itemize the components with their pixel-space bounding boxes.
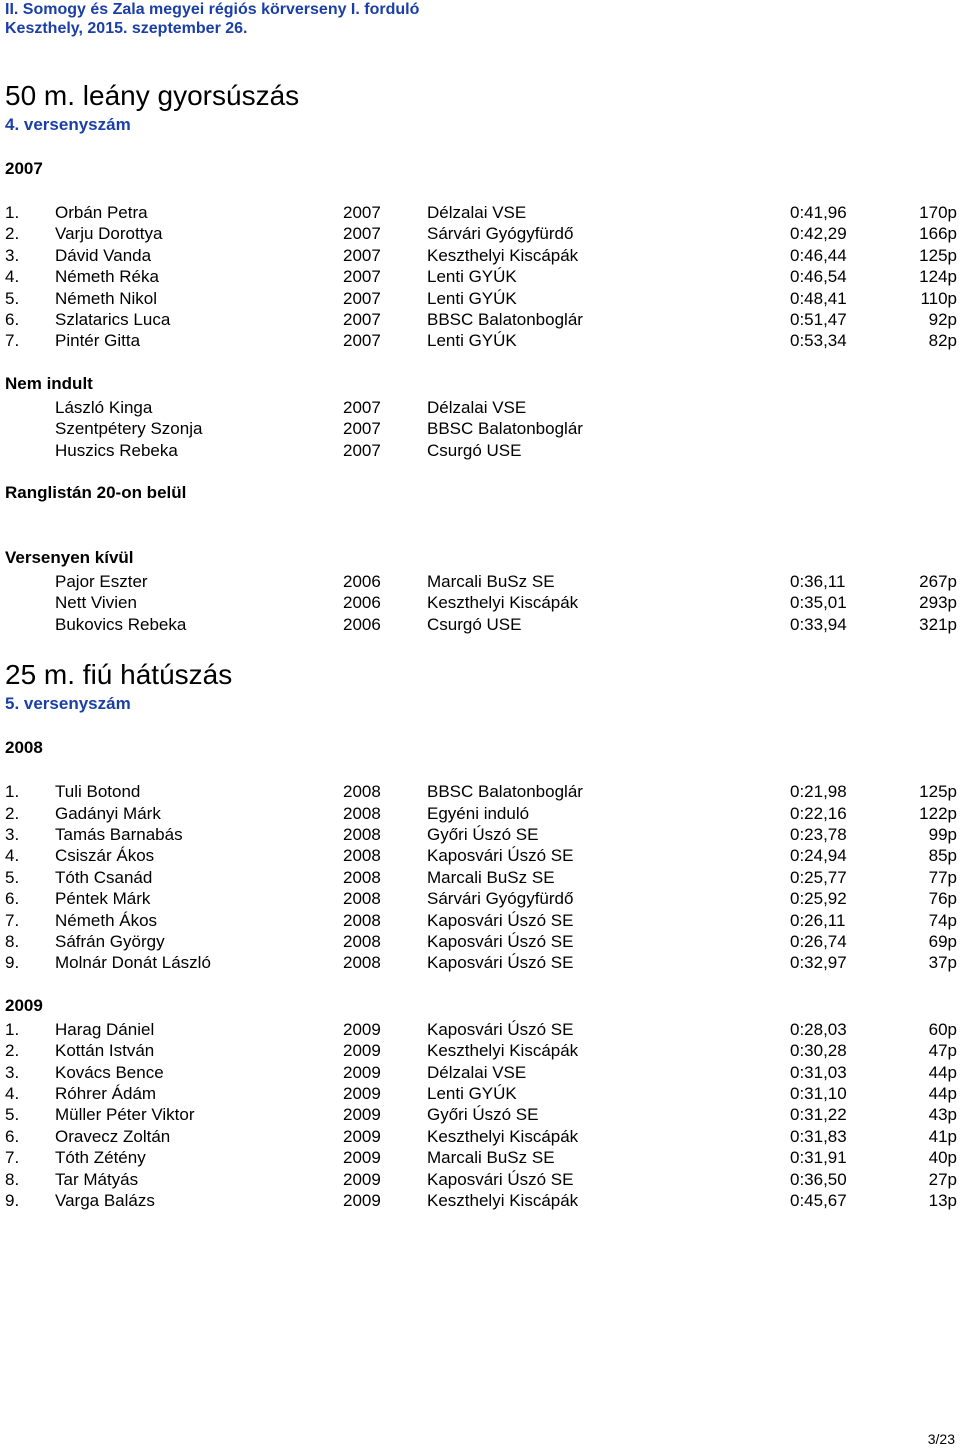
points-cell: 125p: [919, 245, 957, 265]
club-cell: Lenti GYÚK: [427, 331, 517, 351]
points-cell: 85p: [928, 846, 957, 866]
result-row: [0, 330, 960, 351]
time-cell: 0:32,97: [790, 953, 847, 973]
name-cell: Nett Vivien: [55, 593, 137, 613]
name-cell: Harag Dániel: [55, 1019, 155, 1039]
year-cell: 2008: [343, 867, 381, 887]
name-cell: Sáfrán György: [55, 932, 165, 951]
name-cell: Róhrer Ádám: [55, 1084, 157, 1103]
rank-cell: 5.: [5, 1105, 20, 1125]
name-cell: Németh Nikol: [55, 288, 158, 308]
section-heading: Ranglistán 20-on belül: [5, 483, 187, 502]
rank-cell: 8.: [5, 1169, 20, 1189]
year-cell: 2007: [343, 245, 381, 265]
result-row: [0, 1040, 960, 1061]
name-cell: Huszics Rebeka: [55, 440, 178, 460]
rank-cell: 7.: [5, 910, 20, 930]
result-row: [0, 309, 960, 330]
rank-cell: 2.: [5, 1041, 20, 1061]
time-cell: 0:33,94: [790, 614, 847, 634]
rank-cell: 1.: [5, 1019, 20, 1039]
result-row: [0, 397, 960, 418]
time-cell: 0:51,47: [790, 310, 847, 329]
points-cell: 321p: [919, 614, 957, 634]
rank-cell: 2.: [5, 803, 20, 823]
rank-cell: 8.: [5, 932, 20, 951]
year-cell: 2008: [343, 910, 381, 930]
result-row: [0, 867, 960, 888]
rank-cell: 7.: [5, 1148, 20, 1168]
name-cell: Péntek Márk: [55, 889, 151, 909]
club-cell: Marcali BuSz SE: [427, 572, 555, 591]
result-row: [0, 223, 960, 244]
year-cell: 2006: [343, 593, 381, 613]
year-cell: 2009: [343, 1191, 381, 1210]
result-row: [0, 1126, 960, 1147]
club-cell: Egyéni induló: [427, 803, 530, 823]
rank-cell: 9.: [5, 1191, 20, 1210]
name-cell: Szentpétery Szonja: [55, 419, 203, 439]
club-cell: Délzalai VSE: [427, 397, 527, 417]
result-row: [0, 202, 960, 223]
year-cell: 2009: [343, 1019, 381, 1039]
points-cell: 27p: [928, 1169, 957, 1189]
result-row: [0, 1019, 960, 1040]
year-cell: 2009: [343, 1041, 381, 1061]
event-number: 5. versenyszám: [5, 694, 131, 714]
competition-place-date: Keszthely, 2015. szeptember 26.: [5, 20, 248, 37]
rank-cell: 5.: [5, 867, 20, 887]
result-row: [0, 592, 960, 613]
name-cell: Varju Dorottya: [55, 224, 163, 244]
club-cell: Keszthelyi Kiscápák: [427, 1191, 579, 1210]
year-cell: 2006: [343, 572, 381, 591]
rank-cell: 6.: [5, 310, 20, 329]
points-cell: 267p: [919, 572, 957, 591]
name-cell: Tar Mátyás: [55, 1169, 139, 1189]
section-heading: Versenyen kívül: [5, 548, 134, 567]
year-cell: 2008: [343, 803, 381, 823]
time-cell: 0:45,67: [790, 1191, 847, 1210]
points-cell: 170p: [919, 203, 957, 222]
club-cell: Keszthelyi Kiscápák: [427, 593, 579, 613]
year-cell: 2007: [343, 288, 381, 308]
points-cell: 124p: [919, 267, 957, 287]
time-cell: 0:24,94: [790, 846, 847, 866]
rank-cell: 7.: [5, 331, 20, 351]
time-cell: 0:25,77: [790, 867, 847, 887]
year-cell: 2008: [343, 782, 381, 802]
result-row: [0, 910, 960, 931]
points-cell: 69p: [928, 932, 957, 951]
rank-cell: 6.: [5, 1126, 20, 1146]
year-cell: 2007: [343, 267, 381, 287]
points-cell: 47p: [928, 1041, 957, 1061]
result-row: [0, 245, 960, 266]
result-row: [0, 1169, 960, 1190]
time-cell: 0:28,03: [790, 1019, 847, 1039]
year-cell: 2008: [343, 953, 381, 973]
year-cell: 2008: [343, 889, 381, 909]
time-cell: 0:31,83: [790, 1126, 847, 1146]
rank-cell: 6.: [5, 889, 20, 909]
name-cell: László Kinga: [55, 397, 153, 417]
result-row: [0, 931, 960, 952]
rank-cell: 1.: [5, 782, 20, 802]
club-cell: Keszthelyi Kiscápák: [427, 245, 579, 265]
year-cell: 2009: [343, 1084, 381, 1103]
page-number: 3/23: [927, 1431, 955, 1447]
club-cell: Délzalai VSE: [427, 203, 527, 222]
page-header: [0, 0, 960, 44]
club-cell: Kaposvári Úszó SE: [427, 953, 574, 973]
name-cell: Németh Ákos: [55, 910, 158, 930]
name-cell: Szlatarics Luca: [55, 310, 171, 329]
time-cell: 0:25,92: [790, 889, 847, 909]
name-cell: Tuli Botond: [55, 782, 141, 802]
name-cell: Oravecz Zoltán: [55, 1126, 171, 1146]
year-cell: 2006: [343, 614, 381, 634]
rank-cell: 4.: [5, 846, 20, 866]
time-cell: 0:35,01: [790, 593, 847, 613]
name-cell: Tóth Zétény: [55, 1148, 146, 1168]
time-cell: 0:26,11: [790, 910, 846, 930]
result-row: [0, 418, 960, 439]
club-cell: BBSC Balatonboglár: [427, 782, 583, 802]
time-cell: 0:48,41: [790, 288, 847, 308]
result-row: [0, 571, 960, 592]
points-cell: 74p: [928, 910, 957, 930]
competition-title: II. Somogy és Zala megyei régiós körverseny I. forduló: [5, 1, 420, 18]
club-cell: Sárvári Gyógyfürdő: [427, 224, 574, 244]
year-cell: 2007: [343, 419, 381, 439]
name-cell: Pintér Gitta: [55, 331, 141, 351]
name-cell: Pajor Eszter: [55, 572, 148, 591]
time-cell: 0:31,10: [790, 1084, 847, 1103]
year-cell: 2007: [343, 331, 381, 351]
result-row: [0, 845, 960, 866]
points-cell: 41p: [928, 1126, 957, 1146]
name-cell: Kovács Bence: [55, 1062, 164, 1082]
event-title: 50 m. leány gyorsúszás: [5, 80, 300, 111]
time-cell: 0:23,78: [790, 825, 847, 844]
result-row: [0, 266, 960, 287]
time-cell: 0:36,11: [790, 572, 846, 591]
section-heading: 2009: [5, 995, 43, 1015]
year-cell: 2009: [343, 1062, 381, 1082]
club-cell: Csurgó USE: [427, 614, 522, 634]
name-cell: Tóth Csanád: [55, 867, 153, 887]
points-cell: 82p: [928, 331, 957, 351]
points-cell: 76p: [928, 889, 957, 909]
time-cell: 0:30,28: [790, 1041, 847, 1061]
rank-cell: 4.: [5, 267, 20, 287]
year-cell: 2007: [343, 440, 381, 460]
time-cell: 0:22,16: [790, 803, 847, 823]
points-cell: 77p: [928, 867, 957, 887]
result-row: [0, 1083, 960, 1104]
rank-cell: 4.: [5, 1084, 20, 1103]
points-cell: 125p: [919, 782, 957, 802]
time-cell: 0:31,03: [790, 1062, 847, 1082]
result-row: [0, 288, 960, 309]
rank-cell: 9.: [5, 953, 20, 973]
points-cell: 110p: [920, 288, 957, 308]
club-cell: Győri Úszó SE: [427, 825, 539, 844]
name-cell: Kottán István: [55, 1041, 155, 1061]
name-cell: Müller Péter Viktor: [55, 1105, 195, 1125]
time-cell: 0:41,96: [790, 203, 847, 222]
rank-cell: 3.: [5, 825, 20, 844]
time-cell: 0:26,74: [790, 932, 847, 951]
section-heading: 2008: [5, 738, 43, 758]
year-cell: 2008: [343, 825, 381, 844]
year-cell: 2007: [343, 203, 381, 222]
points-cell: 37p: [928, 953, 957, 973]
year-cell: 2008: [343, 846, 381, 866]
result-row: [0, 614, 960, 635]
club-cell: Keszthelyi Kiscápák: [427, 1126, 579, 1146]
club-cell: Marcali BuSz SE: [427, 867, 555, 887]
time-cell: 0:53,34: [790, 331, 847, 351]
points-cell: 293p: [919, 593, 957, 613]
club-cell: Sárvári Gyógyfürdő: [427, 889, 574, 909]
year-cell: 2009: [343, 1105, 381, 1125]
club-cell: Kaposvári Úszó SE: [427, 932, 574, 951]
section-heading: 2007: [5, 159, 43, 178]
club-cell: Győri Úszó SE: [427, 1105, 539, 1125]
result-row: [0, 781, 960, 802]
club-cell: Lenti GYÚK: [427, 288, 517, 308]
rank-cell: 3.: [5, 1062, 20, 1082]
result-row: [0, 1190, 960, 1211]
result-row: [0, 1062, 960, 1083]
year-cell: 2007: [343, 310, 381, 329]
club-cell: BBSC Balatonboglár: [427, 419, 583, 439]
name-cell: Csiszár Ákos: [55, 846, 155, 866]
points-cell: 99p: [928, 825, 957, 844]
name-cell: Orbán Petra: [55, 203, 148, 222]
event-title: 25 m. fiú hátúszás: [5, 659, 233, 691]
points-cell: 166p: [919, 224, 957, 244]
time-cell: 0:46,54: [790, 267, 847, 287]
time-cell: 0:42,29: [790, 224, 847, 244]
year-cell: 2009: [343, 1126, 381, 1146]
points-cell: 92p: [928, 310, 957, 329]
points-cell: 60p: [928, 1019, 957, 1039]
year-cell: 2007: [343, 224, 381, 244]
points-cell: 44p: [928, 1084, 957, 1103]
club-cell: Lenti GYÚK: [427, 267, 517, 287]
points-cell: 122p: [919, 803, 957, 823]
club-cell: Kaposvári Úszó SE: [427, 1169, 574, 1189]
club-cell: Kaposvári Úszó SE: [427, 910, 574, 930]
time-cell: 0:36,50: [790, 1169, 847, 1189]
name-cell: Németh Réka: [55, 267, 159, 287]
result-row: [0, 952, 960, 973]
event-number: 4. versenyszám: [5, 115, 131, 134]
rank-cell: 5.: [5, 288, 20, 308]
name-cell: Tamás Barnabás: [55, 825, 183, 844]
rank-cell: 2.: [5, 224, 20, 244]
club-cell: Kaposvári Úszó SE: [427, 846, 574, 866]
year-cell: 2008: [343, 932, 381, 951]
rank-cell: 1.: [5, 203, 20, 222]
club-cell: Marcali BuSz SE: [427, 1148, 555, 1168]
name-cell: Gadányi Márk: [55, 803, 161, 823]
points-cell: 13p: [928, 1191, 957, 1210]
club-cell: Kaposvári Úszó SE: [427, 1019, 574, 1039]
club-cell: Lenti GYÚK: [427, 1084, 517, 1103]
rank-cell: 3.: [5, 245, 20, 265]
club-cell: Keszthelyi Kiscápák: [427, 1041, 579, 1061]
time-cell: 0:21,98: [790, 782, 847, 802]
name-cell: Varga Balázs: [55, 1191, 155, 1210]
result-row: [0, 1104, 960, 1125]
year-cell: 2009: [343, 1148, 381, 1168]
result-row: [0, 888, 960, 909]
result-row: [0, 1147, 960, 1168]
result-row: [0, 440, 960, 461]
points-cell: 40p: [928, 1148, 957, 1168]
points-cell: 44p: [928, 1062, 957, 1082]
club-cell: Délzalai VSE: [427, 1062, 527, 1082]
year-cell: 2009: [343, 1169, 381, 1189]
club-cell: BBSC Balatonboglár: [427, 310, 583, 329]
year-cell: 2007: [343, 397, 381, 417]
time-cell: 0:46,44: [790, 245, 847, 265]
points-cell: 43p: [928, 1105, 957, 1125]
club-cell: Csurgó USE: [427, 440, 522, 460]
name-cell: Molnár Donát László: [55, 953, 211, 973]
name-cell: Bukovics Rebeka: [55, 614, 187, 634]
time-cell: 0:31,91: [790, 1148, 847, 1168]
name-cell: Dávid Vanda: [55, 245, 152, 265]
time-cell: 0:31,22: [790, 1105, 847, 1125]
section-heading: Nem indult: [5, 373, 93, 393]
result-row: [0, 824, 960, 845]
result-row: [0, 803, 960, 824]
